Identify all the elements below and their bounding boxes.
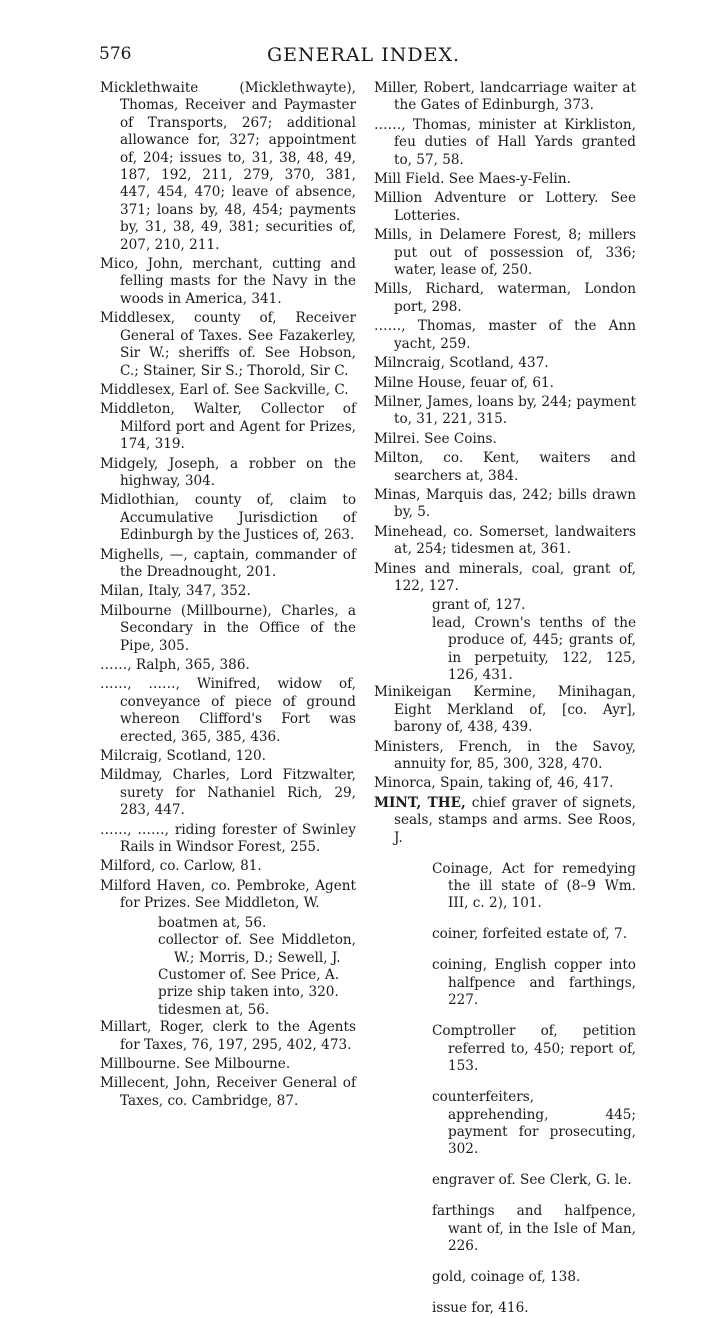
index-entry: Millbourne. See Milbourne. xyxy=(100,1055,291,1072)
mint-heading: MINT, THE, xyxy=(374,794,466,811)
index-entry: Midlothian, county of, claim to Accumulative Jurisdiction of Edinburgh by the Justices of, 263. xyxy=(100,492,356,544)
index-subentry: tidesmen at, 56. xyxy=(158,1001,270,1018)
index-entry: Micklethwaite (Micklethwayte), Thomas, Receiver and Paymaster of Transports, 267; additional allowance for, 327; appointment of, 204; issues to, 31, 38, 48, 49, 187, 192, 211, 279, 370, 381, 447, 454, 470; leave of absence, 371; loans by, 48, 454; payments by, 31, 38, 49, 381; securities of, 207, 210, 211. xyxy=(100,80,356,253)
index-subentry: collector of. See Middleton, W.; Morris, D.; Sewell, J. xyxy=(158,932,356,966)
index-entry: Mighells, —, captain, commander of the Dreadnought, 201. xyxy=(100,546,356,580)
index-entry: Milbourne (Millbourne), Charles, a Secondary in the Office of the Pipe, 305. xyxy=(100,602,356,654)
index-entry: Milncraig, Scotland, 437. xyxy=(374,355,549,372)
index-entry: Millecent, John, Receiver General of Taxes, co. Cambridge, 87. xyxy=(100,1075,356,1109)
index-column-left xyxy=(100,80,356,1112)
index-entry: Million Adventure or Lottery. See Lotteries. xyxy=(374,190,636,224)
index-subentry: issue for, 416. xyxy=(432,1300,529,1317)
index-entry-mint: MINT, THE, chief graver of signets, seals, stamps and arms. See Roos, J. xyxy=(374,794,636,846)
index-subentry: boatmen at, 56. xyxy=(158,914,267,931)
index-entry: Miller, Robert, landcarriage waiter at the Gates of Edinburgh, 373. xyxy=(374,80,636,114)
index-subentry: prize ship taken into, 320. xyxy=(158,984,339,1001)
index-entry: Ministers, French, in the Savoy, annuity for, 85, 300, 328, 470. xyxy=(374,738,636,773)
index-entry: Milford, co. Carlow, 81. xyxy=(100,858,262,875)
index-entry: Minas, Marquis das, 242; bills drawn by, 5. xyxy=(374,486,636,521)
index-subentry: Coinage, Act for remedying the ill state of (8–9 Wm. III, c. 2), 101. xyxy=(432,860,636,912)
index-entry: Middleton, Walter, Collector of Milford port and Agent for Prizes, 174, 319. xyxy=(100,401,356,453)
index-entry: ……, ……, Winifred, widow of, conveyance of piece of ground whereon Clifford's Fort was erected, 365, 385, 436. xyxy=(100,676,356,745)
index-entry: Minorca, Spain, taking of, 46, 417. xyxy=(374,775,614,792)
index-entry: Milne House, feuar of, 61. xyxy=(374,374,554,391)
index-entry: Milton, co. Kent, waiters and searchers at, 384. xyxy=(374,450,636,484)
index-subentry: Comptroller of, petition referred to, 450; report of, 153. xyxy=(432,1023,636,1075)
index-column-right xyxy=(374,80,636,1318)
index-entry: Middlesex, Earl of. See Sackville, C. xyxy=(100,381,349,398)
index-entry: Milcraig, Scotland, 120. xyxy=(100,748,266,765)
index-entry: Milford Haven, co. Pembroke, Agent for Prizes. See Middleton, W. xyxy=(100,877,356,912)
index-entry: Minehead, co. Somerset, landwaiters at, 254; tidesmen at, 361. xyxy=(374,523,636,558)
index-entry: ……, Thomas, minister at Kirkliston, feu duties of Hall Yards granted to, 57, 58. xyxy=(374,116,636,168)
index-entry: ……, Ralph, 365, 386. xyxy=(100,657,250,673)
index-entry: Mills, Richard, waterman, London port, 298. xyxy=(374,281,636,315)
index-entry: Mines and minerals, coal, grant of, 122, 127. xyxy=(374,560,636,594)
index-entry: Midgely, Joseph, a robber on the highway, 304. xyxy=(100,455,356,489)
page-title: GENERAL INDEX. xyxy=(266,44,461,66)
index-subentry: gold, coinage of, 138. xyxy=(432,1269,581,1286)
index-entry: Mill Field. See Maes-y-Felin. xyxy=(374,171,571,188)
index-entry: ……, ……, riding forester of Swinley Rails in Windsor Forest, 255. xyxy=(100,821,356,856)
index-entry: Millart, Roger, clerk to the Agents for Taxes, 76, 197, 295, 402, 473. xyxy=(100,1019,356,1053)
index-subentry: coining, English copper into halfpence and farthings, 227. xyxy=(432,957,636,1009)
index-entry: Middlesex, county of, Receiver General of Taxes. See Fazakerley, Sir W.; sheriffs of. See Hobson, C.; Stainer, Sir S.; Thorold, Sir C. xyxy=(100,310,356,379)
index-entry: Minikeigan Kermine, Minihagan, Eight Merkland of, [co. Ayr], barony of, 438, 439. xyxy=(374,684,636,736)
index-subentry: Customer of. See Price, A. xyxy=(158,966,340,983)
index-subentry: counterfeiters, apprehending, 445; payment for prosecuting, 302. xyxy=(432,1089,636,1158)
index-entry: Milner, James, loans by, 244; payment to, 31, 221, 315. xyxy=(374,393,636,428)
index-entry: Milrei. See Coins. xyxy=(374,430,497,447)
index-subentry: farthings and halfpence, want of, in the Isle of Man, 226. xyxy=(432,1203,636,1255)
index-subentry: engraver of. See Clerk, G. le. xyxy=(432,1172,632,1189)
index-subentry: grant of, 127. xyxy=(432,597,526,614)
index-subentry: lead, Crown's tenths of the produce of, 445; grants of, in perpetuity, 122, 125, 126, 431. xyxy=(432,614,636,683)
index-subentry: coiner, forfeited estate of, 7. xyxy=(432,926,628,943)
index-entry: Milan, Italy, 347, 352. xyxy=(100,583,251,600)
index-entry: Mildmay, Charles, Lord Fitzwalter, surety for Nathaniel Rich, 29, 283, 447. xyxy=(100,767,356,819)
index-entry: Mico, John, merchant, cutting and felling masts for the Navy in the woods in America, 341. xyxy=(100,256,356,307)
page-header xyxy=(0,44,727,72)
page-number: 576 xyxy=(99,44,132,64)
index-entry: Mills, in Delamere Forest, 8; millers put out of possession of, 336; water, lease of, 250. xyxy=(374,227,636,279)
index-entry: ……, Thomas, master of the Ann yacht, 259. xyxy=(374,318,636,352)
